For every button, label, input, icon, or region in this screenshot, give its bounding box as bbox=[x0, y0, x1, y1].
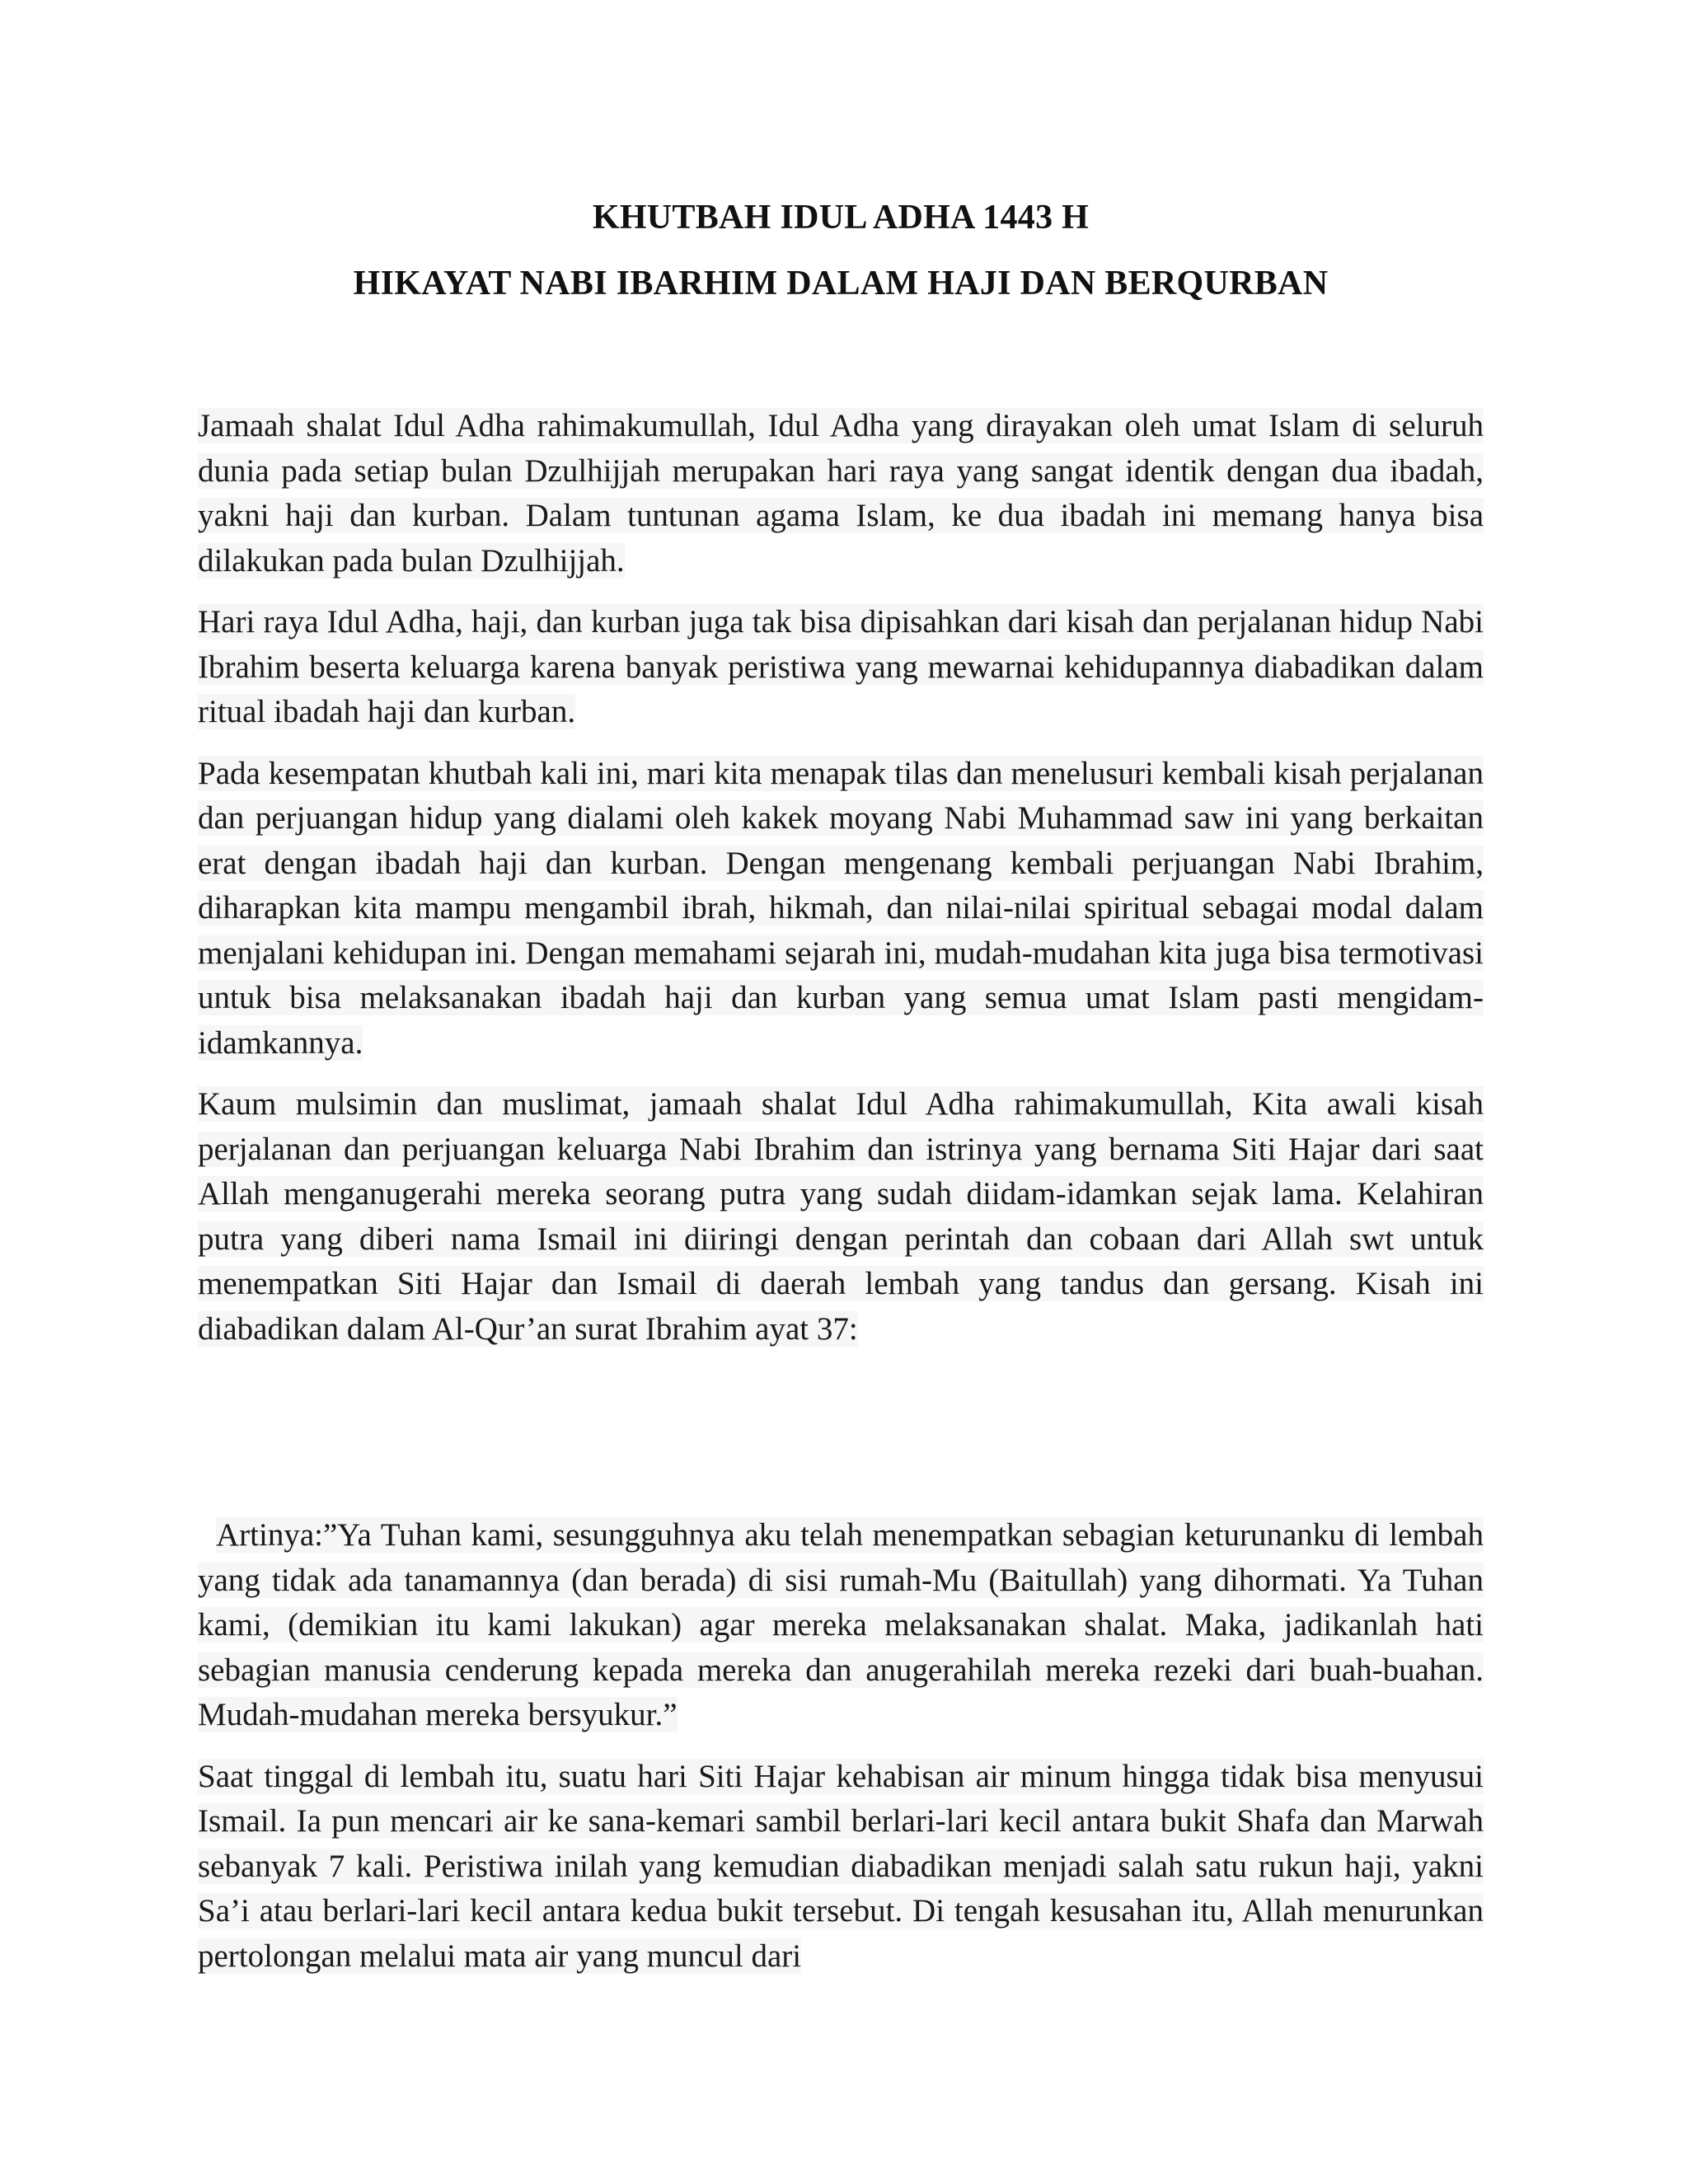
document-page bbox=[198, 194, 1484, 1995]
paragraph-safa-marwah-text: Saat tinggal di lembah itu, suatu hari Siti Hajar kehabisan air minum hingga tidak bisa menyusui Ismail. Ia pun mencari air ke sana-kemari sambil berlari-lari kecil antara bukit Shafa dan Marwah sebanyak 7 kali. Peristiwa inilah yang kemudian diabadikan menjadi salah satu rukun haji, yakni Sa’i atau berlari-lari kecil antara kedua bukit tersebut. Di tengah kesusahan itu, Allah menurunkan pertolongan melalui mata air yang muncul dari bbox=[198, 1758, 1484, 1974]
paragraph-khutbah-purpose bbox=[198, 752, 1484, 1066]
paragraph-khutbah-purpose-text: Pada kesempatan khutbah kali ini, mari kita menapak tilas dan menelusuri kembali kisah perjalanan dan perjuangan hidup yang dialami oleh kakek moyang Nabi Muhammad saw ini yang berkaitan erat dengan ibadah haji dan kurban. Dengan mengenang kembali perjuangan Nabi Ibrahim, diharapkan kita mampu mengambil ibrah, hikmah, dan nilai-nilai spiritual sebagai modal dalam menjalani kehidupan ini. Dengan memahami sejarah ini, mudah-mudahan kita juga bisa termotivasi untuk bisa melaksanakan ibadah haji dan kurban yang semua umat Islam pasti mengidam-idamkannya. bbox=[198, 755, 1484, 1061]
paragraph-story-start-text: Kaum mulsimin dan muslimat, jamaah shalat Idul Adha rahimakumullah, Kita awali kisah perjalanan dan perjuangan keluarga Nabi Ibrahim dan istrinya yang bernama Siti Hajar dari saat Allah menganugerahi mereka seorang putra yang sudah diidam-idamkan sejak lama. Kelahiran putra yang diberi nama Ismail ini diiringi dengan perintah dan cobaan dari Allah swt untuk menempatkan Siti Hajar dan Ismail di daerah lembah yang tandus dan gersang. Kisah ini diabadikan dalam Al-Qur’an surat Ibrahim ayat 37: bbox=[198, 1086, 1484, 1347]
paragraph-ibrahim-context bbox=[198, 600, 1484, 735]
verse-translation bbox=[198, 1513, 1484, 1738]
paragraph-intro-text: Jamaah shalat Idul Adha rahimakumullah, Idul Adha yang dirayakan oleh umat Islam di seluruh dunia pada setiap bulan Dzulhijjah merupakan hari raya yang sangat identik dengan dua ibadah, yakni haji dan kurban. Dalam tuntunan agama Islam, ke dua ibadah ini memang hanya bisa dilakukan pada bulan Dzulhijjah. bbox=[198, 408, 1484, 579]
document-title: KHUTBAH IDUL ADHA 1443 H bbox=[592, 199, 1090, 237]
verse-placeholder-space bbox=[198, 1368, 1484, 1513]
paragraph-ibrahim-context-text: Hari raya Idul Adha, haji, dan kurban juga tak bisa dipisahkan dari kisah dan perjalanan hidup Nabi Ibrahim beserta keluarga karena banyak peristiwa yang mewarnai kehidupannya diabadikan dalam ritual ibadah haji dan kurban. bbox=[198, 604, 1484, 729]
document-subtitle: HIKAYAT NABI IBARHIM DALAM HAJI DAN BERQURBAN bbox=[353, 265, 1329, 302]
document-body bbox=[198, 404, 1484, 1979]
paragraph-intro bbox=[198, 404, 1484, 583]
paragraph-story-start bbox=[198, 1082, 1484, 1352]
paragraph-safa-marwah bbox=[198, 1755, 1484, 1980]
verse-translation-text: Artinya:”Ya Tuhan kami, sesungguhnya aku telah menempatkan sebagian keturunanku di lembah yang tidak ada tanamannya (dan berada) di sisi rumah-Mu (Baitullah) yang dihormati. Ya Tuhan kami, (demikian itu kami lakukan) agar mereka melaksanakan shalat. Maka, jadikanlah hati sebagian manusia cenderung kepada mereka dan anugerahilah mereka rezeki dari buah-buahan. Mudah-mudahan mereka bersyukur.” bbox=[198, 1517, 1484, 1732]
